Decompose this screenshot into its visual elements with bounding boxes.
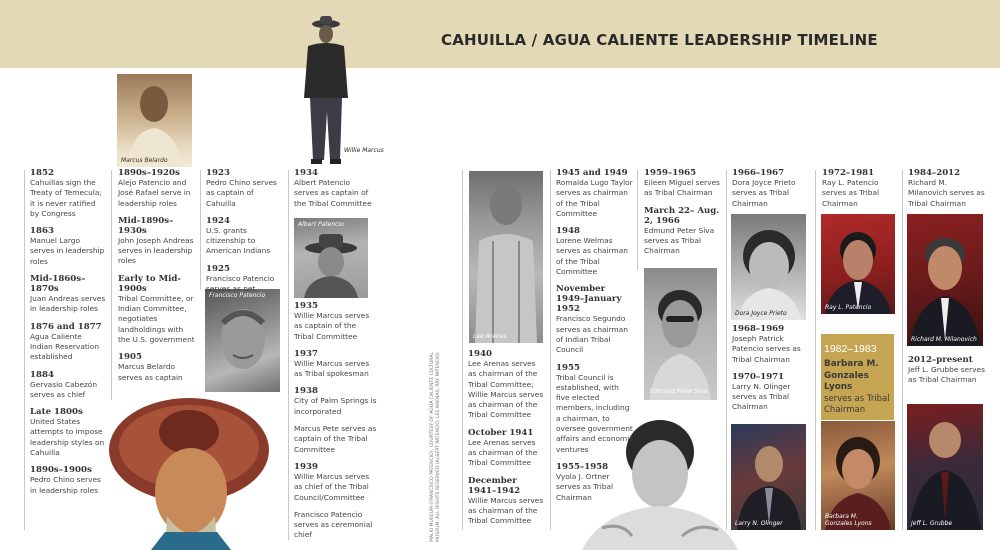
entry-year: Mid-1860s–1870s — [30, 274, 86, 295]
entry-text: Albert Patencio serves as captain of the Tribal Committee — [294, 178, 372, 208]
portrait-face-icon — [205, 289, 280, 392]
highlight-years: 1982–1983 — [824, 343, 877, 355]
entry-text: Francisco Patencio serves as net — [206, 273, 275, 294]
entry-year: 1955–1958 — [556, 461, 609, 472]
timeline-column-2 — [118, 168, 196, 383]
entry-year: 1905 — [118, 352, 142, 363]
entry-year: 1945 and 1949 — [556, 168, 628, 178]
entry-text: Lee Arenas serves as chairman of the Tribal Committee; Willie Marcus serves as chairman of the Tribal Committee — [468, 359, 544, 420]
entry-text: Willie Marcus serves as captain of the Tribal Committee — [294, 311, 370, 341]
painted-portrait-icon — [107, 392, 272, 550]
timeline-column-4-top — [294, 168, 374, 209]
highlight-name: Barbara M. Gonzales Lyons — [824, 359, 879, 392]
entry-text: John Joseph Andreas serves in leadership roles — [118, 235, 194, 266]
photo-credit — [430, 347, 460, 542]
portrait-figure-icon — [469, 171, 543, 343]
entry-text: Eileen Miguel serves as Tribal Chairman — [644, 178, 720, 198]
timeline-divider — [550, 170, 551, 530]
timeline-divider — [200, 170, 201, 290]
timeline-divider — [24, 170, 25, 530]
entry-year: 1925 — [206, 263, 230, 274]
timeline-column-5 — [468, 349, 546, 527]
timeline-column-9 — [822, 168, 898, 209]
entry-text: Jeff L. Grubbe serves as Tribal Chairman — [908, 365, 985, 385]
photo-larry-n-olinger — [731, 424, 806, 530]
entry-year: Early to Mid-1900s — [118, 273, 181, 294]
entry-text: Francisco Segundo serves as chairman of Indian Tribal Council — [556, 314, 628, 355]
entry-text: Pedro Chino serves in leadership roles — [30, 475, 101, 495]
entry-year: December 1941–1942 — [468, 475, 521, 496]
photo-caption: Larry N. Olinger — [735, 520, 783, 527]
highlight-desc: serves as Tribal Chairman — [824, 393, 890, 415]
portrait-face-icon — [644, 268, 717, 400]
timeline-column-1 — [30, 168, 106, 496]
entry-year: Late 1800s — [30, 407, 83, 418]
entry-text: Tribal Council is established, with five elected members, including a chairman, to oversee government affairs and economic ventures — [556, 372, 634, 454]
photo-caption: Edmund Peter Siva — [650, 388, 708, 395]
entry-year: 1934 — [294, 168, 318, 178]
photo-francisco-patencio — [205, 289, 280, 392]
entry-text: Vyola J. Ortner serves as Tribal Chairman — [556, 471, 614, 502]
photo-caption: Willie Marcus — [344, 147, 384, 154]
entry-year: 1972–1981 — [822, 168, 875, 178]
entry-text: Alejo Patencio and José Rafael serve in leadership roles — [118, 178, 191, 208]
entry-year: 1935 — [294, 301, 318, 311]
entry-year: March 22– Aug. 2, 1966 — [644, 205, 720, 226]
entry-text: Marcus Belardo serves as captain — [118, 362, 183, 382]
photo-painted-portrait — [107, 392, 272, 550]
portrait-man-icon — [731, 424, 806, 530]
highlight-box — [821, 334, 894, 420]
photo-caption: Marcus Belardo — [121, 157, 168, 164]
portrait-silhouette-icon — [117, 74, 192, 167]
photo-marcus-belardo — [117, 74, 192, 167]
timeline-column-8-top — [732, 168, 810, 209]
entry-text: Gervasio Cabezón serves as chief — [30, 379, 98, 399]
timeline-column-10-mid — [908, 355, 988, 386]
photo-caption: Dora Joyce Prieto — [735, 310, 787, 317]
photo-caption: Barbara M. Gonzales Lyons — [825, 513, 872, 527]
entry-year: 1948 — [556, 226, 580, 237]
entry-year: October 1941 — [468, 427, 534, 438]
entry-year: 1955 — [556, 362, 580, 373]
photo-caption: Francisco Patencio — [209, 292, 266, 299]
timeline-column-7 — [644, 168, 722, 256]
entry-year: 1959–1965 — [644, 168, 697, 178]
photo-credit-text: MALKI MUSEUM (FRANCISCO PATENCIO); COURTESY OF AGUA CALIENTE CULTURAL MUSEUM. ALL RIGHTS RESERVED (ALBERT PATENCIO, LEE ARENAS, RAY PATENCIO) — [430, 352, 441, 542]
entry-year: 1940 — [468, 349, 492, 359]
photo-caption: Albert Patencio — [298, 221, 344, 228]
entry-year: 1968–1969 — [732, 324, 785, 334]
entry-year: 1939 — [294, 461, 318, 472]
timeline-column-10 — [908, 168, 988, 209]
timeline-divider — [902, 170, 903, 530]
entry-year: 1984–2012 — [908, 168, 961, 178]
timeline-divider — [288, 170, 289, 540]
timeline-column-8 — [732, 324, 810, 413]
entry-text: Willie Marcus serves as Tribal spokesman — [294, 358, 370, 379]
photo-caption: Jeff L. Grubbe — [911, 520, 953, 527]
photo-lee-arenas — [469, 171, 543, 343]
entry-text: Larry N. Olinger serves as Tribal Chairman — [732, 381, 791, 412]
entry-year: 1884 — [30, 369, 54, 380]
entry-text: Lee Arenas serves as chairman of the Tribal Committee — [468, 437, 538, 468]
entry-text: United States attempts to impose leadership styles on Cahuilla — [30, 417, 105, 458]
entry-year: 1890s–1900s — [30, 465, 92, 476]
entry-text: Manuel Largo serves in leadership roles — [30, 236, 105, 266]
entry-text: Romalda Lugo Taylor serves as chairman of the Tribal Committee — [556, 178, 633, 218]
timeline-column-3 — [206, 168, 284, 294]
photo-dora-joyce-prieto — [731, 214, 806, 320]
photo-caption: Lee Arenas — [473, 333, 507, 340]
entry-year: Mid-1890s–1930s — [118, 215, 174, 236]
entry-text: Dora Joyce Prieto serves as Tribal Chairman — [732, 178, 796, 208]
portrait-man-icon — [907, 404, 983, 530]
photo-albert-patencio — [294, 218, 368, 298]
entry-text: Willie Marcus serves as chief of the Tribal Council/Committee — [294, 471, 370, 502]
portrait-man-icon — [907, 214, 983, 346]
portrait-woman-icon — [731, 214, 806, 320]
entry-year: November 1949–January 1952 — [556, 284, 622, 315]
entry-text: Lorene Welmas serves as chairman of the Tribal Committee — [556, 236, 628, 277]
photo-caption: Richard M. Milanovich — [911, 336, 977, 343]
entry-text: Juan Andreas serves in leadership roles — [30, 294, 106, 314]
photo-ray-l-patencio — [821, 214, 895, 314]
entry-text: Joseph Patrick Patencio serves as Tribal Chairman — [732, 334, 801, 364]
entry-year: 1924 — [206, 215, 230, 226]
title-banner — [0, 0, 1000, 68]
entry-text: Willie Marcus serves as chairman of the Tribal Committee — [468, 495, 544, 526]
entry-text: U.S. grants citizenship to American Indians — [206, 225, 271, 256]
entry-text: Francisco Patencio serves as ceremonial chief — [294, 509, 373, 540]
timeline-divider — [462, 170, 463, 530]
entry-year: 1937 — [294, 348, 318, 359]
portrait-man-icon — [821, 214, 895, 314]
entry-year: 1970–1971 — [732, 371, 785, 382]
photo-jeff-l-grubbe — [907, 404, 983, 530]
photo-barbara-m-gonzales-lyons — [821, 421, 895, 530]
timeline-divider — [815, 170, 816, 530]
entry-year: 1863 — [30, 226, 54, 237]
portrait-hat-icon — [294, 218, 368, 298]
entry-text: Marcus Pete serves as captain of the Tribal Committee — [294, 424, 377, 454]
entry-text: Agua Caliente Indian Reservation established — [30, 331, 100, 362]
page-title: CAHUILLA / AGUA CALIENTE LEADERSHIP TIMELINE — [441, 31, 878, 49]
entry-text: City of Palm Springs is incorporated — [294, 396, 377, 416]
entry-year: 1966–1967 — [732, 168, 785, 178]
entry-text: Pedro Chino serves as captain of Cahuilla — [206, 178, 277, 208]
timeline-divider — [637, 170, 638, 270]
standing-figure-icon — [300, 14, 360, 166]
timeline-column-4 — [294, 301, 378, 541]
entry-year: 2012–present — [908, 355, 973, 365]
timeline-divider — [111, 170, 112, 400]
photo-caption: Ray L. Patencio — [825, 304, 872, 311]
entry-year: 1923 — [206, 168, 230, 178]
entry-text: Tribal Committee, or Indian Committee, negotiates landholdings with the U.S. government — [118, 293, 195, 344]
entry-text: Ray L. Patencio serves as Tribal Chairman — [822, 178, 880, 208]
entry-text: Richard M. Milanovich serves as Tribal Chairman — [908, 178, 985, 208]
entry-year: 1876 and 1877 — [30, 321, 102, 332]
photo-richard-m-milanovich — [907, 214, 983, 346]
entry-text: Edmund Peter Siva serves as Tribal Chairman — [644, 225, 715, 256]
entry-year: 1938 — [294, 386, 318, 397]
photo-edmund-peter-siva — [644, 268, 717, 400]
entry-year: 1852 — [30, 168, 54, 178]
entry-year: 1890s–1920s — [118, 168, 180, 178]
photo-willie-marcus — [300, 14, 390, 166]
timeline-column-6 — [556, 168, 634, 503]
entry-text: Cahuillas sign the Treaty of Temecula; it is never ratified by Congress — [30, 178, 102, 218]
